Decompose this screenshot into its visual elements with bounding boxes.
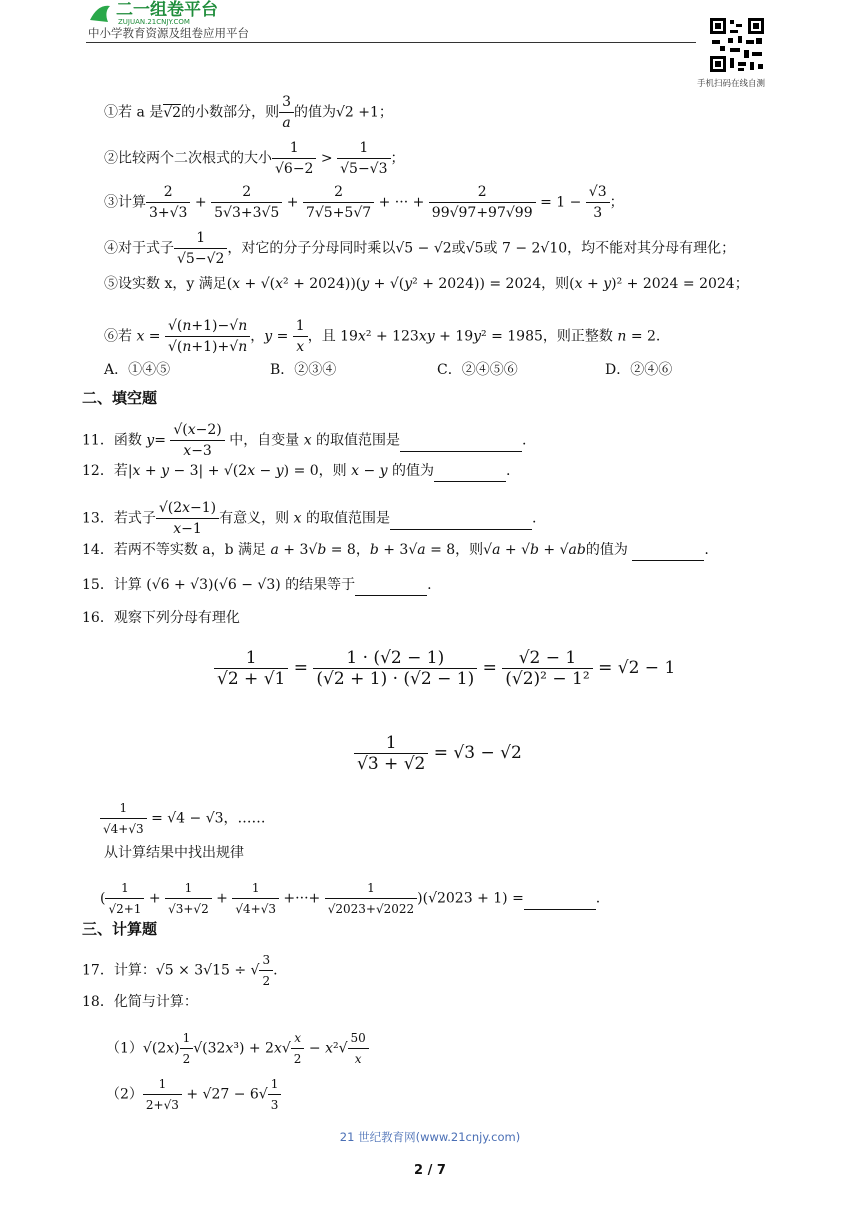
page-number: 2 / 7 xyxy=(414,1163,446,1178)
qr-caption: 手机扫码在线自测 xyxy=(697,79,766,89)
option-a[interactable]: A．①④⑤ xyxy=(104,362,171,378)
statement-5: ⑤设实数 x，y 满足(x + √(x² + 2024))(y + √(y² + 2024)) = 2024，则(x + y)² + 2024 = 2024； xyxy=(104,276,749,292)
question-17: 17．计算：√5 × 3√15 ÷ √ $\frac{3}{2}$ . xyxy=(82,950,278,991)
section-fill-in-title: 二、填空题 xyxy=(82,389,158,407)
q16-equation-3: $\frac{1}{√4+√3}$ = √4 − √3，…… xyxy=(100,798,266,839)
q16-equation-1: $\frac{1}{√2 + √1}$ = $\frac{1 \cdot (√2 - 1)}{(√2 + 1) \cdot (√2 - 1)}$ = $\frac{√2 - 1}{\text{(√2)² − 1²}}$ = √2 − 1 xyxy=(214,648,675,689)
footer-site-link[interactable]: 21 世纪教育网(www.21cnjy.com) xyxy=(339,1130,521,1144)
answer-blank-15[interactable] xyxy=(355,575,427,596)
question-13: 13．若式子 $\frac{√(2x-1)}{x-1}$ 有意义，则 x 的取值范围是 . xyxy=(82,500,537,537)
answer-blank-12[interactable] xyxy=(434,461,506,482)
q16-rule-hint: 从计算结果中找出规律 xyxy=(104,845,244,861)
answer-blank-11[interactable] xyxy=(400,431,522,452)
site-title: 中小学教育资源及组卷应用平台 xyxy=(88,26,249,40)
question-18-part-1: （1）√(2x) $\frac{1}{2}$ √(32x³) + 2x√ $\frac{x}{2}$ − x²√ $\frac{50}{x}$ xyxy=(106,1028,369,1069)
option-c[interactable]: C．②④⑤⑥ xyxy=(437,362,518,378)
option-b[interactable]: B．②③④ xyxy=(270,362,337,378)
logo-text: 二一组卷平台 xyxy=(116,0,218,20)
statement-1: ①若 a 是√2的小数部分，则 $\frac{3}{a}$ 的值为√2 +1； xyxy=(104,94,393,131)
statement-3: ③计算 $\frac{2}{3+√3}$ + $\frac{2}{5√3+3√5}$ + $\frac{2}{7√5+5√7}$ + ··· + $\frac{2}{99√97+97√99}$ = 1 − $\frac{√3}{3}$ ； xyxy=(104,184,624,221)
question-18: 18．化简与计算： xyxy=(82,994,198,1010)
section-calc-title: 三、计算题 xyxy=(82,920,158,938)
question-18-part-2: （2） $\frac{1}{2+√3}$ + √27 − 6√ $\frac{1}{3}$ xyxy=(106,1074,281,1115)
logo-subtext: ZUJUAN.21CNJY.COM xyxy=(118,18,190,26)
question-16-intro: 16．观察下列分母有理化 xyxy=(82,610,240,626)
qr-code-icon[interactable] xyxy=(708,16,766,74)
header-divider xyxy=(86,42,696,43)
statement-2: ②比较两个二次根式的大小 $\frac{1}{√6-2}$ > $\frac{1}{√5-√3}$ ； xyxy=(104,140,405,177)
statement-6: ⑥若 x = $\frac{√(n+1)-√n}{√(n+1)+√n}$ ，y = $\frac{1}{x}$ ，且 19x² + 123xy + 19y² = 1985，则正整数 n = 2. xyxy=(104,318,661,355)
answer-blank-13[interactable] xyxy=(390,509,532,530)
statement-4: ④对于式子 $\frac{1}{√5-√2}$ ，对它的分子分母同时乘以√5 − √2或√5或 7 − 2√10，均不能对其分母有理化； xyxy=(104,230,736,267)
q16-equation-2: $\frac{1}{√3 + √2}$ = √3 − √2 xyxy=(354,733,522,774)
question-11: 11．函数 y= $\frac{√(x-2)}{x-3}$ 中，自变量 x 的取值范围是 . xyxy=(82,422,527,459)
q16-question: ( $\frac{1}{√2+1}$ + $\frac{1}{√3+√2}$ + $\frac{1}{√4+√3}$ +···+ $\frac{1}{√2023+√2022}$ )(√2023 + 1) = . xyxy=(100,878,600,919)
question-12: 12．若|x + y − 3| + √(2x − y) = 0，则 x − y 的值为 . xyxy=(82,461,510,482)
answer-blank-16[interactable] xyxy=(524,889,596,910)
answer-blank-14[interactable] xyxy=(632,540,704,561)
question-15: 15．计算 (√6 + √3)(√6 − √3) 的结果等于 . xyxy=(82,575,432,596)
option-d[interactable]: D．②④⑥ xyxy=(605,362,673,378)
question-14: 14．若两不等实数 a，b 满足 a + 3√b = 8，b + 3√a = 8，则√a + √b + √ab的值为 . xyxy=(82,540,709,561)
platform-logo xyxy=(86,0,276,26)
